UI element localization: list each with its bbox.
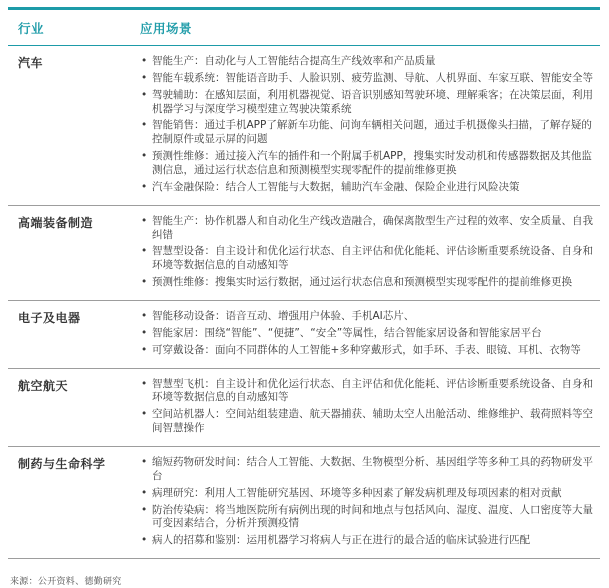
industry-cell [8,375,140,439]
scenario-cell [140,307,600,361]
table-row [8,301,600,369]
scenario-bullet: • 智慧型设备：自主设计和优化运行状态、自主评估和优化能耗、评估诊断重要系统设备、自身和环境等数据信息的自动感知等 [140,245,600,273]
scenario-bullet: • 防治传染病：将当地医院所有病例出现的时间和地点与包括风向、湿度、温度、人口密度等大量可变因素结合，分析并预测疫情 [140,504,600,532]
bullet-list [140,378,600,436]
scenario-bullet: • 智能移动设备：语音互动、增强用户体验、手机AI芯片、 [140,310,600,324]
scenario-column-header-cell [140,18,600,37]
industry-cell [8,212,140,293]
scenario-bullet: • 驾驶辅助：在感知层面，利用机器视觉、语音识别感知驾驶环境、理解乘客；在决策层面，利用机器学习与深度学习模型建立驾驶决策系统 [140,89,600,117]
scenario-bullet: • 智能生产：协作机器人和自动化生产线改造融合，确保离散型生产过程的效率、安全质量、自我纠错 [140,215,600,243]
scenario-column-header: 应用场景 [140,21,193,36]
source-note: 来源：公开资料、德勤研究 [10,577,122,588]
industry-cell [8,307,140,361]
bullet-list [140,310,600,358]
bullet-list [140,456,600,548]
scenario-bullet: • 智能家居：围绕“智能”、“便捷”、“安全”等属性，结合智能家居设备和智能家居平台 [140,327,600,341]
scenario-bullet: • 智能生产：自动化与人工智能结合提高生产线效率和产品质量 [140,55,600,69]
bullet-list [140,55,600,195]
industry-name: 制药与生命科学 [18,457,106,472]
industry-column-header: 行业 [18,21,45,36]
table-row [8,447,600,559]
scenario-cell [140,212,600,293]
scenario-cell [140,375,600,439]
table-header [8,18,600,46]
scenario-bullet: • 病人的招募和鉴别：运用机器学习将病人与正在进行的最合适的临床试验进行匹配 [140,534,600,548]
bullet-list [140,215,600,290]
scenario-bullet: • 智能销售：通过手机APP了解新车功能、问询车辆相关问题，通过手机摄像头扫描，了解存疑的控制原件或显示屏的问题 [140,119,600,147]
scenario-bullet: • 预测性维修：搜集实时运行数据，通过运行状态信息和预测模型实现零配件的提前维修更换 [140,276,600,290]
scenario-bullet: • 智能车载系统：智能语音助手、人脸识别、疲劳监测、导航、人机界面、车家互联、智能安全等 [140,72,600,86]
industry-column-header-cell [8,18,140,37]
scenario-bullet: • 空间站机器人：空间站组装建造、航天器捕获、辅助太空人出舱活动、维修维护、载荷照料等空间智慧操作 [140,408,600,436]
table-row [8,206,600,301]
scenario-bullet: • 可穿戴设备：面向不同群体的人工智能+多种穿戴形式，如手环、手表、眼镜、耳机、衣物等 [140,344,600,358]
footer [8,559,600,588]
industry-name: 航空航天 [18,378,69,393]
scenario-bullet: • 智慧型飞机：自主设计和优化运行状态、自主评估和优化能耗、评估诊断重要系统设备、自身和环境等数据信息的自动感知等 [140,378,600,406]
industry-cell [8,52,140,198]
scenario-bullet: • 缩短药物研发时间：结合人工智能、大数据、生物模型分析、基因组学等多种工具的药物研发平台 [140,456,600,484]
industry-name: 电子及电器 [18,311,81,326]
scenario-cell [140,453,600,551]
industry-rows [8,46,600,559]
industry-name: 高端装备制造 [18,215,94,230]
industry-name: 汽车 [18,56,44,70]
top-accent-rule [8,7,600,10]
industry-cell [8,453,140,551]
scenario-bullet: • 汽车金融保险：结合人工智能与大数据，辅助汽车金融、保险企业进行风险决策 [140,181,600,195]
table-row [8,369,600,447]
scenario-bullet: • 病理研究：利用人工智能研究基因、环境等多种因素了解发病机理及每项因素的相对贡献 [140,487,600,501]
table-row [8,46,600,206]
scenario-cell [140,52,600,198]
scenario-bullet: • 预测性维修：通过接入汽车的插件和一个附属手机APP，搜集实时发动机和传感器数据及其他监测信息，通过运行状态信息和预测模型实现零配件的提前维修更换 [140,150,600,178]
